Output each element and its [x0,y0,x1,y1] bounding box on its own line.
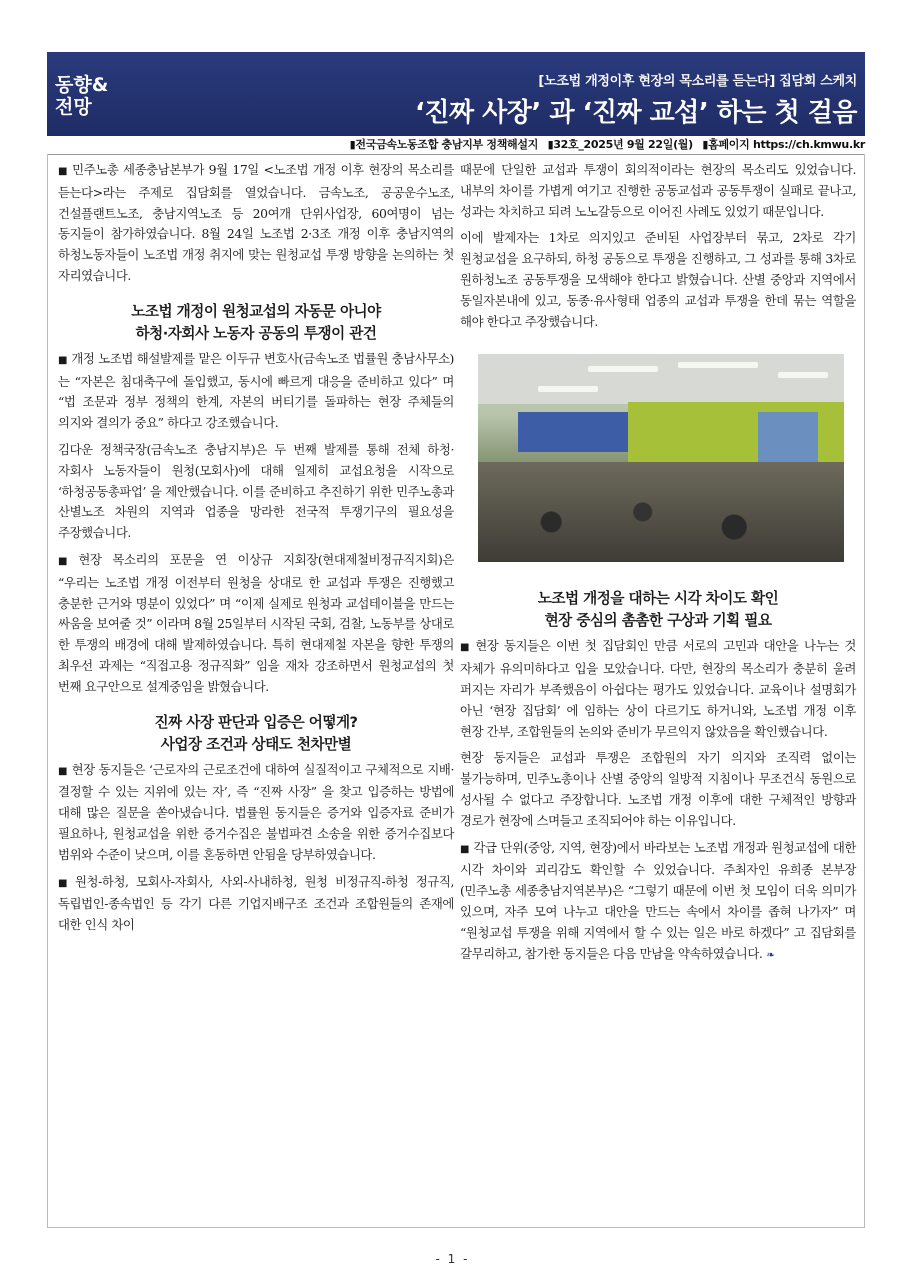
paragraph: 때문에 단일한 교섭과 투쟁이 회의적이라는 현장의 목소리도 있었습니다. 내부의 차이를 가볍게 여기고 진행한 공동교섭과 공동투쟁이 실패로 끝나고, 성과는 차치하고 되려 노노갈등으로 이어진 사례도 있었기 때문입니다. [460,162,856,219]
issue-number: ▮32호_2025년 9월 22일(월) [547,138,693,151]
header-banner [47,52,865,136]
bullet-icon: ■ [58,354,68,366]
paragraph: ■ 민주노총 세종충남본부가 9월 17일 <노조법 개정 이후 현장의 목소리를 듣는다>라는 주제로 집담회를 열었습니다. 금속노조, 공공운수노조, 건설플랜트노조, 충남지역노조 등 20여개 단위사업장, 60여명이 넘는 동지들이 참가하였습니다. 8월 24일 노조법 2·3조 개정 이후 충남지역의 하청노동자들이 노조법 개정 취지에 맞는 원청교섭 투쟁 방향을 논의하는 첫 자리였습니다. [58,162,454,283]
paragraph: ■ 원청-하청, 모회사-자회사, 사외-사내하청, 원청 비정규직-하청 정규직, 독립법인-종속법인 등 각기 다른 기업지배구조 조건과 조합원들의 존재에 대한 인식 차이 [58,873,454,933]
bullet-icon: ■ [460,843,470,855]
end-mark-icon: ❧ [766,949,775,961]
paragraph: ■ 각급 단위(중앙, 지역, 현장)에서 바라보는 노조법 개정과 원청교섭에 대한 시각 차이와 괴리감도 확인할 수 있었습니다. 주최자인 유희종 본부장(민주노총 세종충남지역본부)은 “그렇기 때문에 이번 첫 모임이 더욱 의미가 있으며, 자주 모여 나누고 대안을 만드는 속에서 차이를 좁혀 나가자” 며 “원청교섭 투쟁을 위해 지역에서 할 수 있는 일은 바로 하겠다” 고 집담회를 갈무리하고, 참가한 동지들은 다음 만남을 약속하였습니다. ❧ [460,838,856,967]
article-body [47,154,865,1228]
page-number: - 1 - [435,1252,470,1266]
left-column [58,160,454,942]
section-heading-1: 노조법 개정이 원청교섭의 자동문 아니야 하청·자회사 노동자 공동의 투쟁이 관건 [131,302,381,342]
paragraph: ■ 현장 목소리의 포문을 연 이상규 지회장(현대제철비정규직지회)은 “우리는 노조법 개정 이전부터 원청을 상대로 한 교섭과 투쟁은 진행했고 충분한 근거와 명분이 있었다” 며 “이제 실제로 원청과 교섭테이블을 만드는 싸움을 보여줄 것” 이라며 8월 25일부터 시작된 국회, 검찰, 노동부를 상대로 한 투쟁의 배경에 대해 발제하였습니다. 특히 현대제철 자본을 향한 투쟁의 최우선 과제는 “직접고용 정규직화” 임을 재차 강조하면서 원청교섭의 첫 번째 요구안으로 설계중임을 밝혔습니다. [58,551,454,694]
bullet-icon: ■ [460,642,472,654]
paragraph: 김다운 정책국장(금속노조 충남지부)은 두 번째 발제를 통해 전체 하청·자회사 노동자들이 원청(모회사)에 대해 일제히 교섭요청을 시작으로 ‘하청공동총파업’ 을 제안했습니다. 이를 준비하고 추진하기 위한 민주노총과 산별노조 차원의 지역과 업종을 망라한 전국적 투쟁기구의 필요성을 주장했습니다. [58,441,454,541]
bullet-icon: ■ [58,877,71,889]
issue-info-bar [47,136,865,155]
section-tag-line1: 동향& [55,74,109,96]
section-heading-2: 진짜 사장 판단과 입증은 어떻게? 사업장 조건과 상태도 천차만별 [154,713,358,753]
paragraph: ■ 개정 노조법 해설발제를 맡은 이두규 변호사(금속노조 법률원 충남사무소)는 “자본은 침대축구에 돌입했고, 동시에 빠르게 대응을 준비하고 있다” 며 “법 조문과 정부 정책의 한계, 자본의 버티기를 돌파하는 현장 주체들의 의지와 결의가 중요” 하다고 강조했습니다. [58,350,454,431]
paragraph: 이에 발제자는 1차로 의지있고 준비된 사업장부터 묶고, 2차로 각기 원청교섭을 요구하되, 하청 공동으로 투쟁을 진행하고, 그 성과를 통해 3차로 원하청노조 공동투쟁을 모색해야 한다고 밝혔습니다. 산별 중앙과 지역에서 동일자본내에 있고, 동종·유사형태 업종의 교섭과 투쟁을 한데 묶는 역할을 해야 한다고 주장했습니다. [460,230,856,329]
bullet-icon: ■ [58,555,75,567]
bullet-icon: ■ [58,166,69,177]
subheading: [노조법 개정이후 현장의 목소리를 듣는다] 집담회 스케치 [538,74,857,89]
section-tag [55,74,135,118]
section-heading-3: 노조법 개정을 대하는 시각 차이도 확인 현장 중심의 촘촘한 구상과 기획 필요 [537,590,779,630]
paragraph: ■ 현장 동지들은 이번 첫 집담회인 만큼 서로의 고민과 대안을 나누는 것 자체가 유의미하다고 입을 모았습니다. 다만, 현장의 목소리가 충분히 울려 퍼지는 자리가 부족했음이 아쉽다는 평가도 있었습니다. 교육이나 설명회가 아닌 ‘현장 집담회’ 에 임하는 상이 다르기도 하거니와, 노조법 개정 이후 현장 간부, 조합원들의 논의와 준비가 무르익지 않았음을 확인했습니다. [460,638,856,739]
publisher: ▮전국금속노동조합 충남지부 정책해설지 [349,138,539,151]
paragraph: 현장 동지들은 교섭과 투쟁은 조합원의 자기 의지와 조직력 없이는 불가능하며, 민주노총이나 산별 중앙의 일방적 지침이나 무조건식 동원으로 성사될 수 없다고 주장합니다. 노조법 개정 이후에 대한 구체적인 방향과 경로가 현장에 스며들고 조직되어야 하는 이유입니다. [460,750,856,828]
right-column [460,160,856,972]
section-tag-line2: 전망 [55,96,92,118]
bullet-icon: ■ [58,765,68,777]
headline: ‘진짜 사장’ 과 ‘진짜 교섭’ 하는 첫 걸음 [415,98,857,128]
homepage-link[interactable]: ▮홈페이지 https://ch.kmwu.kr [702,138,865,151]
meeting-photo [478,354,844,562]
paragraph: ■ 현장 동지들은 ‘근로자의 근로조건에 대하여 실질적이고 구체적으로 지배·결정할 수 있는 지위에 있는 자’, 즉 “진짜 사장” 을 찾고 입증하는 방법에 대해 많은 질문을 쏟아냈습니다. 법률원 동지들은 증거와 입증자료 준비가 필요하나, 원청교섭을 위한 증거수집은 불법파견 소송을 위한 증거수집보다 범위와 수준이 낮으며, 이를 혼동하면 안됨을 당부하였습니다. [58,761,454,862]
